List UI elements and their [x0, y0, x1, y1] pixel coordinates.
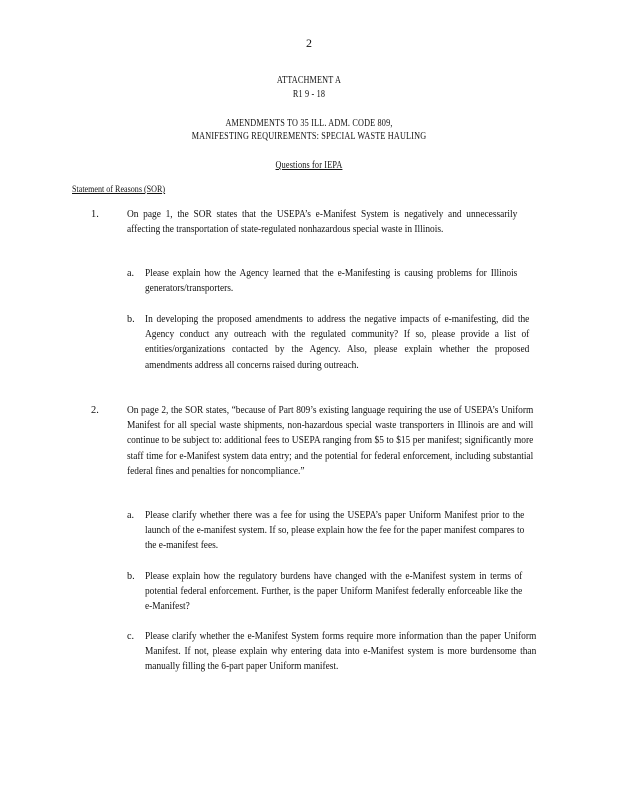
item-1-text: [127, 207, 518, 237]
attachment-label: ATTACHMENT A: [276, 75, 342, 86]
item-2c-letter: c.: [127, 631, 135, 642]
docket-number: R1 9 - 18: [292, 89, 326, 100]
item-2-body: On page 2, the SOR states, “because of Part 809’s existing language requiring the use of USEPA’s Uniform Manifest for all special waste shipments, non-hazardous special waste transporters in Illinois are and will continue to be subject to: additional fees to USEPA ranging from $5 to $15 per manifest; significantly more staff time for e-Manifest system data entry; and the potential for federal enforcement, including substantial federal fines and penalties for noncompliance.”: [127, 405, 534, 477]
page-number: 2: [306, 36, 312, 50]
item-1a-text: [145, 266, 518, 296]
item-2a-letter: a.: [127, 510, 135, 521]
item-1a-body: Please explain how the Agency learned that the e-Manifesting is causing problems for Illinois generators/transporters.: [145, 268, 518, 295]
title-line-2: MANIFESTING REQUIREMENTS: SPECIAL WASTE HAULING: [191, 131, 427, 142]
item-2a-text: [145, 508, 525, 554]
item-1-number: 1.: [91, 209, 99, 220]
item-2b-text: [145, 569, 523, 615]
item-2a-body: Please clarify whether there was a fee for using the USEPA’s paper Uniform Manifest prior to the launch of the e-manifest system. If so, please explain how the fee for the paper manifest compares to the e-manifest fees.: [145, 510, 525, 552]
section-heading: Statement of Reasons (SOR): [72, 185, 166, 195]
item-2-text: [127, 403, 534, 479]
subtitle: Questions for IEPA: [275, 160, 343, 171]
item-1b-body: In developing the proposed amendments to address the negative impacts of e-manifesting, did the Agency conduct any outreach with the regulated community? If so, please provide a list of entities/organizations contacted by the Agency. Also, please explain whether the proposed amendments address all concerns raised during outreach.: [145, 314, 530, 371]
item-2b-letter: b.: [127, 571, 135, 582]
item-2c-text: [145, 629, 537, 675]
item-2c-body: Please clarify whether the e-Manifest System forms require more information than the paper Uniform Manifest. If not, please explain why entering data into e-Manifest system is more burdensome than manually filling the 6-part paper Uniform manifest.: [145, 631, 537, 673]
item-1-body: On page 1, the SOR states that the USEPA’s e-Manifest System is negatively and unnecessarily affecting the transportation of state-regulated nonhazardous special waste in Illinois.: [127, 209, 518, 236]
title-line-1: AMENDMENTS TO 35 ILL. ADM. CODE 809,: [225, 118, 393, 129]
item-2-number: 2.: [91, 405, 99, 416]
item-1b-letter: b.: [127, 314, 135, 325]
item-1a-letter: a.: [127, 268, 135, 279]
item-1b-text: [145, 312, 530, 373]
item-2b-body: Please explain how the regulatory burdens have changed with the e-Manifest system in terms of potential federal enforcement. Further, is the paper Uniform Manifest federally enforceable like the e-Manifest?: [145, 571, 523, 613]
